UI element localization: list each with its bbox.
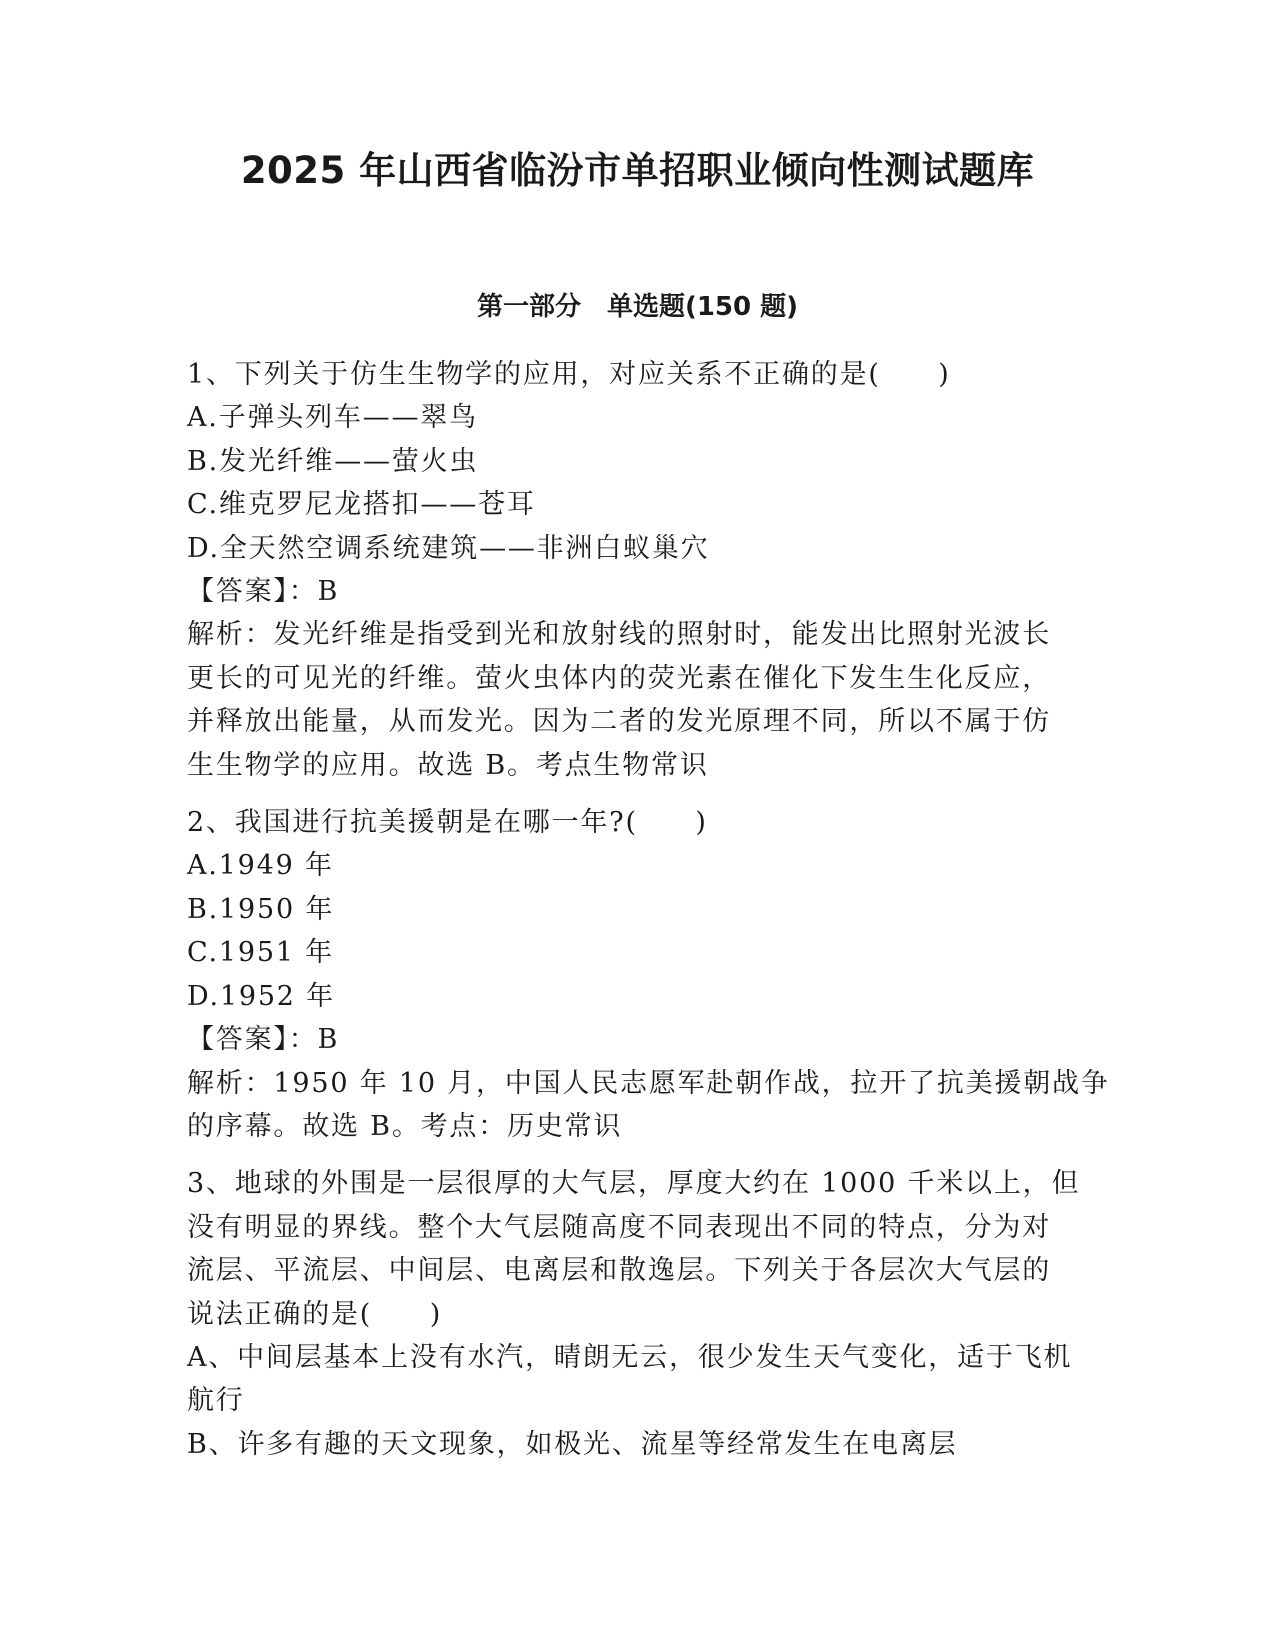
option-b: B、许多有趣的天文现象，如极光、流星等经常发生在电离层 — [187, 1428, 958, 1460]
option-a: A、中间层基本上没有水汽，晴朗无云，很少发生天气变化，适于飞机 — [187, 1341, 1073, 1373]
question-stem: 1、下列关于仿生生物学的应用，对应关系不正确的是( ) — [187, 359, 951, 390]
explanation-line: 解析：发光纤维是指受到光和放射线的照射时，能发出比照射光波长 — [187, 619, 1051, 651]
option-a-continued: 航行 — [187, 1385, 245, 1417]
option-a: A.子弹头列车——翠鸟 — [187, 402, 478, 434]
explanation-line: 生生物学的应用。故选 B。考点生物常识 — [187, 749, 709, 781]
option-c: C.维克罗尼龙搭扣——苍耳 — [187, 489, 536, 521]
question-stem: 说法正确的是( ) — [187, 1298, 443, 1330]
question-stem: 没有明显的界线。整个大气层随高度不同表现出不同的特点，分为对 — [187, 1211, 1051, 1243]
document-title: 2025 年山西省临汾市单招职业倾向性测试题库 — [240, 149, 1035, 192]
question-list — [187, 353, 1110, 1480]
option-c: C.1951 年 — [187, 937, 334, 969]
answer: 【答案】：B — [187, 1024, 340, 1056]
question-stem: 流层、平流层、中间层、电离层和散逸层。下列关于各层次大气层的 — [187, 1255, 1051, 1287]
question-stem: 2、我国进行抗美援朝是在哪一年?( ) — [187, 807, 708, 839]
option-b: B.1950 年 — [187, 893, 335, 925]
option-d: D.全天然空调系统建筑——非洲白蚁巢穴 — [187, 532, 710, 564]
question-stem: 3、地球的外围是一层很厚的大气层，厚度大约在 1000 千米以上，但 — [187, 1168, 1081, 1200]
question-1 — [187, 353, 1087, 787]
question-2 — [187, 801, 1110, 1148]
explanation-line: 解析：1950 年 10 月，中国人民志愿军赴朝作战，拉开了抗美援朝战争 — [187, 1067, 1110, 1099]
question-3 — [187, 1162, 1087, 1466]
answer: 【答案】：B — [187, 576, 340, 608]
explanation-line: 的序幕。故选 B。考点：历史常识 — [187, 1110, 623, 1142]
option-d: D.1952 年 — [187, 980, 335, 1012]
explanation-line: 并释放出能量，从而发光。因为二者的发光原理不同，所以不属于仿 — [187, 706, 1051, 738]
option-a: A.1949 年 — [187, 850, 334, 882]
explanation-line: 更长的可见光的纤维。萤火虫体内的荧光素在催化下发生生化反应， — [187, 662, 1051, 694]
option-b: B.发光纤维——萤火虫 — [187, 445, 479, 477]
section-heading: 第一部分 单选题(150 题) — [476, 292, 799, 322]
